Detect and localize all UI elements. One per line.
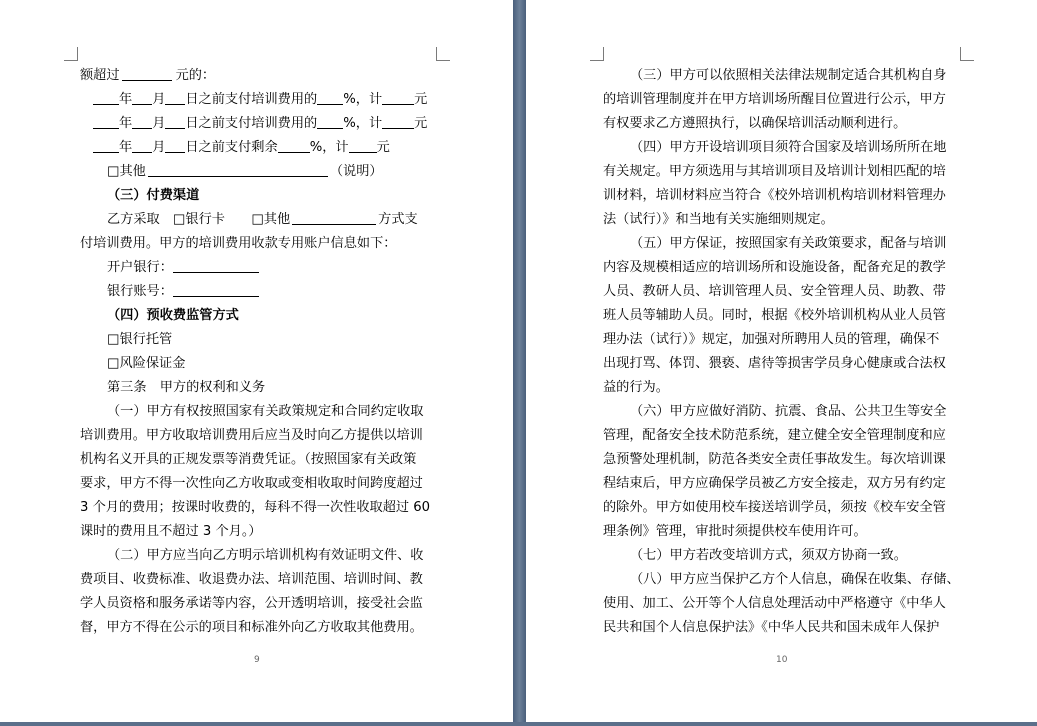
text: 元 — [376, 140, 390, 155]
document-page-left — [0, 0, 513, 722]
text-line: 程结束后，甲方应确保学员被乙方安全接走，双方另有约定 — [603, 476, 946, 491]
text: 日之前支付剩余 — [185, 140, 278, 155]
text-line — [107, 256, 259, 280]
blank-field — [173, 282, 259, 297]
text-line: 要求，甲方不得一次性向乙方收取或变相收取时间跨度超过 — [80, 476, 423, 491]
blank-field — [317, 114, 343, 129]
blank-field — [317, 90, 343, 105]
text-line: 内容及规模相适应的培训场所和设施设备，配备充足的教学 — [603, 260, 946, 275]
section-heading: （三）付费渠道 — [107, 188, 200, 203]
text-line: 管理，配备安全技术防范系统，建立健全安全管理制度和应 — [603, 428, 946, 443]
text: 年 — [119, 92, 133, 107]
blank-field — [292, 210, 376, 225]
text: （说明） — [329, 164, 383, 179]
blank-field — [93, 114, 119, 129]
text-line: 理办法（试行）》规定，加强对所聘用人员的管理，确保不 — [603, 332, 940, 347]
text-line — [93, 112, 427, 136]
text-line: 付培训费用。甲方的培训费用收款专用账户信息如下： — [80, 236, 397, 251]
text-line: 训材料，培训材料应当符合《校外培训机构培训材料管理办 — [603, 188, 946, 203]
blank-field — [132, 114, 152, 129]
page-corner-mark — [590, 47, 604, 61]
text-line: 益的行为。 — [603, 380, 669, 395]
text: %，计 — [343, 116, 383, 131]
text: 月 — [152, 92, 166, 107]
text: 月 — [152, 116, 166, 131]
blank-field — [165, 138, 185, 153]
article-heading: 第三条 甲方的权利和义务 — [107, 380, 266, 395]
blank-field — [382, 114, 414, 129]
blank-field — [148, 162, 328, 177]
text-line: （六）甲方应做好消防、抗震、食品、公共卫生等安全 — [630, 404, 947, 419]
text-line — [93, 88, 427, 112]
text-line: 的除外。甲方如使用校车接送培训学员，须按《校车安全管 — [603, 500, 946, 515]
page-corner-mark — [960, 47, 974, 61]
text-line: 使用、加工、公开等个人信息处理活动中严格遵守《中华人 — [603, 596, 946, 611]
text: 日之前支付培训费用的 — [185, 92, 318, 107]
page-number: 10 — [776, 655, 788, 665]
text: 银行账号： — [107, 284, 173, 299]
text: 开户银行： — [107, 260, 173, 275]
text-line: 急预警处理机制，防范各类安全责任事故发生。每次培训课 — [603, 452, 946, 467]
text-line: 的培训管理制度并在甲方培训场所醒目位置进行公示，甲方 — [603, 92, 946, 107]
text: 日之前支付培训费用的 — [185, 116, 318, 131]
text: 月 — [152, 140, 166, 155]
page-corner-mark — [436, 47, 450, 61]
blank-field — [93, 90, 119, 105]
text-line: 班人员等辅助人员。同时，根据《校外培训机构从业人员管 — [603, 308, 946, 323]
document-page-right — [526, 0, 1037, 722]
page-gutter — [513, 0, 526, 726]
text: 元的： — [175, 68, 216, 83]
text-line: 出现打骂、体罚、猥亵、虐待等损害学员身心健康或合法权 — [603, 356, 946, 371]
text-line: （三）甲方可以依照相关法律法规制定适合其机构自身 — [630, 68, 947, 83]
section-heading: （四）预收费监管方式 — [107, 308, 239, 323]
text-line: □风险保证金 — [107, 356, 186, 371]
text-line: 人员、教研人员、培训管理人员、安全管理人员、助教、带 — [603, 284, 946, 299]
text-line — [80, 64, 215, 88]
text: 方式支 — [378, 212, 418, 227]
text: 元 — [414, 116, 428, 131]
text-line: 民共和国个人信息保护法》《中华人民共和国未成年人保护 — [603, 620, 940, 635]
text-line: （四）甲方开设培训项目须符合国家及培训场所所在地 — [630, 140, 947, 155]
text-line: 课时的费用且不超过 3 个月。） — [80, 524, 262, 539]
text: 额超过 — [80, 68, 120, 83]
text-line: （一）甲方有权按照国家有关政策规定和合同约定收取 — [107, 404, 424, 419]
text: 元 — [414, 92, 428, 107]
viewer-background — [0, 722, 1037, 726]
blank-field — [382, 90, 414, 105]
text: 年 — [119, 140, 133, 155]
text: 乙方采取 □银行卡 □其他 — [107, 212, 291, 227]
text-line: 理条例》管理，审批时须提供校车使用许可。 — [603, 524, 867, 539]
text-line: （八）甲方应当保护乙方个人信息，确保在收集、存储、 — [630, 572, 960, 587]
blank-field — [278, 138, 310, 153]
text-line — [93, 136, 390, 160]
text-line: 机构名义开具的正规发票等消费凭证。（按照国家有关政策 — [80, 452, 417, 467]
text: 年 — [119, 116, 133, 131]
blank-field — [165, 114, 185, 129]
text-line: （五）甲方保证，按照国家有关政策要求，配备与培训 — [630, 236, 947, 251]
text-line: 学人员资格和服务承诺等内容，公开透明培训，接受社会监 — [80, 596, 423, 611]
blank-field — [93, 138, 119, 153]
text: □其他 — [107, 164, 146, 179]
text-line — [107, 208, 418, 232]
text-line: （二）甲方应当向乙方明示培训机构有效证明文件、收 — [107, 548, 424, 563]
blank-field — [165, 90, 185, 105]
text: %，计 — [343, 92, 383, 107]
blank-field — [132, 138, 152, 153]
blank-field — [349, 138, 377, 153]
text: %，计 — [309, 140, 349, 155]
text-line — [107, 280, 259, 304]
blank-field — [173, 258, 259, 273]
blank-field — [122, 66, 172, 81]
blank-field — [132, 90, 152, 105]
text-line: 法（试行）》和当地有关实施细则规定。 — [603, 212, 834, 227]
text-line: 督，甲方不得在公示的项目和标准外向乙方收取其他费用。 — [80, 620, 423, 635]
text-line: 培训费用。甲方收取培训费用后应当及时向乙方提供以培训 — [80, 428, 423, 443]
text-line: 有关规定。甲方须选用与其培训项目及培训计划相匹配的培 — [603, 164, 946, 179]
page-corner-mark — [64, 47, 78, 61]
text-line: 有权要求乙方遵照执行，以确保培训活动顺利进行。 — [603, 116, 907, 131]
text-line: 费项目、收费标准、收退费办法、培训范围、培训时间、教 — [80, 572, 423, 587]
page-number: 9 — [254, 655, 260, 665]
text-line: （七）甲方若改变培训方式，须双方协商一致。 — [630, 548, 907, 563]
text-line: □银行托管 — [107, 332, 173, 347]
text-line: 3 个月的费用；按课时收费的，每科不得一次性收取超过 60 — [80, 500, 431, 515]
text-line — [107, 160, 383, 184]
